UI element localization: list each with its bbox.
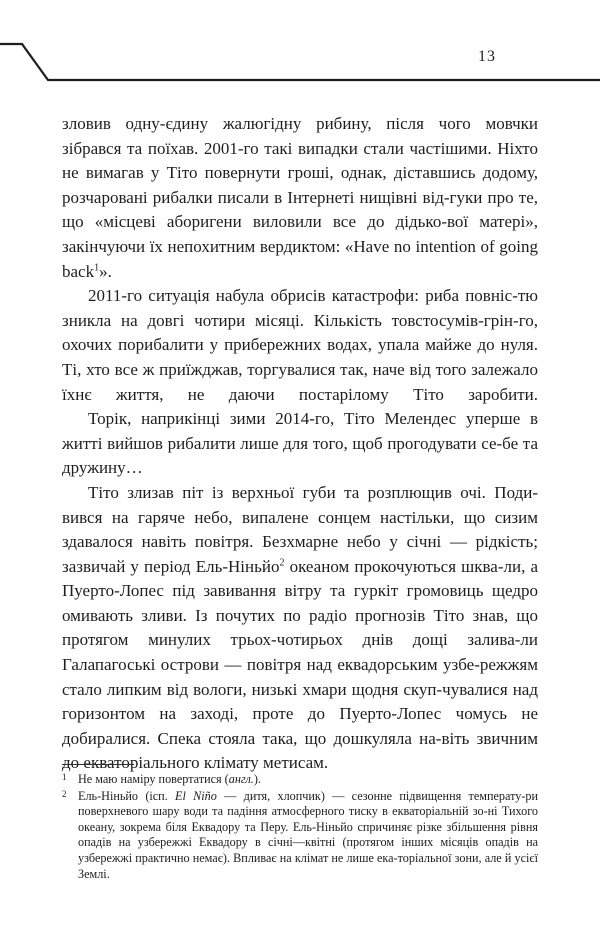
paragraph: Торік, наприкінці зими 2014-го, Тіто Мелендес уперше в житті вийшов рибалити лише для того, щоб прогодувати се-бе та дружину… <box>62 409 538 478</box>
paragraph: зловив одну-єдину жалюгідну рибину, після чого мовчки зібрався та поїхав. 2001-го такі випадки стали частішими. Ніхто не вимагав у Тіто повернути гроші, однак, діставшись додому, розчаровані рибалки писали в Інтернеті нищівні від-гуки про те, що «місцеві аборигени виловили все до дідько-вої матері», закінчуючи їх непохитним вердиктом: «Have no intention of going back$^1$». <box>62 114 538 281</box>
footnote: 1 Не маю наміру повертатися (англ.). <box>62 772 261 786</box>
footnote: 2 Ель-Ніньйо (ісп. El Niño — дитя, хлопчик) — сезонне підвищення температу-ри поверхневого шару води та падіння атмосферного тиску в екваторіальній зо-ні Тихого океану, зокрема біля Еквадору та Перу. Ель-Ніньйо спричиняє різке збільшення рівня опадів на узбережжі Еквадору в січні—квітні (протягом інших місяців опадів на узбережжі практично немає). Впливає на клімат не лише ека-торіальної зони, але й усієї Землі. <box>62 788 538 881</box>
paragraph: 2011-го ситуація набула обрисів катастрофи: риба повніс-тю зникла на довгі чотири місяці. Кількість товстосумів-грін-го, охочих порибалити у прибережних водах, упала майже до нуля. Ті, хто все ж приїжджав, торгувалися так, наче від того залежало їхнє життя, не даючи постарілому Тіто заробити. <box>62 286 538 404</box>
header-rule <box>0 0 600 90</box>
footnote-number: 2 <box>62 788 67 799</box>
footnote-ref: 1 <box>94 261 100 273</box>
footnote-ref: 2 <box>279 557 285 569</box>
page-number: 13 <box>478 48 496 65</box>
footnote-divider <box>62 764 134 765</box>
footnotes <box>62 772 538 882</box>
paragraph: Тіто злизав піт із верхньої губи та розплющив очі. Поди-вився на гаряче небо, випалене сонцем настільки, що сизим здавалося навіть повітря. Безхмарне небо у січні — рідкість; зазвичай у період Ель-Ніньйо$^2$ океаном прокочуються шква-ли, а Пуерто-Лопес під завивання вітру та гуркіт громовиць щедро омивають зливи. Із почутих по радіо прогнозів Тіто знав, що протягом минулих трьох-чотирьох днів дощі залива-ли Галапагоські острови — повітря над еквадорським узбе-режжям стало липким від вологи, низькі хмари щодня скуп-чувалися над горизонтом на заході, проте до Пуерто-Лопес чомусь не добиралися. Спека стояла така, що дошкуляла на-віть звичним до екваторіального клімату метисам. <box>62 482 539 773</box>
body-text <box>62 112 538 776</box>
footnote-number: 1 <box>62 772 67 782</box>
